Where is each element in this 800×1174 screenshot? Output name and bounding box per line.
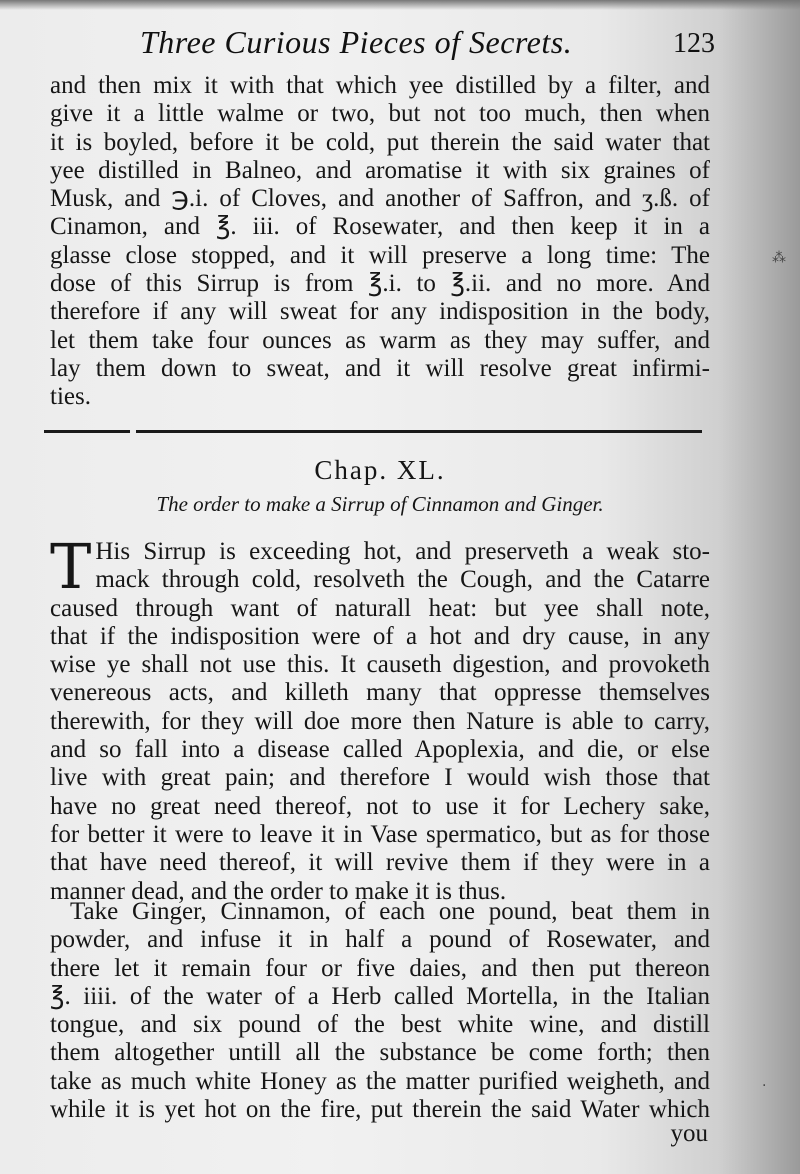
text-line: Cinamon, and ℥. iii. of Rosewater, and then keep it in a [50,213,710,241]
page-number: 123 [673,28,715,59]
text-line: for better it were to leave it in Vase spermatico, but as for those [50,820,710,848]
text-line: while it is yet hot on the fire, put therein the said Water which [50,1096,710,1124]
text-line: Take Ginger, Cinnamon, of each one pound, beat them in [70,898,710,925]
paragraph-three [50,898,710,1124]
drop-cap: T [50,530,92,603]
text-line: that have need thereof, it will revive them if they were in a [50,849,710,877]
text-line: manner dead, and the order to make it is thus. [50,877,507,905]
running-title: Three Curious Pieces of Secrets. [140,24,573,60]
text-line: mack through cold, resolveth the Cough, and the Catarre [95,566,710,594]
ink-speck: ⁂ [772,250,786,266]
text-line: dose of this Sirrup is from ℥.i. to ℥.ii. and no more. And [50,270,710,298]
paragraph-two [50,530,710,906]
chapter-subtitle: The order to make a Sirrup of Cinnamon and Ginger. [156,492,604,516]
text-line: powder, and infuse it in half a pound of Rosewater, and [50,926,710,954]
text-line: ties. [50,383,91,411]
text-line: venereous acts, and killeth many that oppresse themselves [50,679,710,707]
text-line: them altogether untill all the substance be come forth; then [50,1039,710,1067]
text-line: give it a little walme or two, but not too much, then when [50,100,710,128]
text-line: lay them down to sweat, and it will resolve great infirmi- [50,354,710,382]
text-line: there let it remain four or five daies, and then put thereon [50,954,710,982]
text-line: therewith, for they will doe more then Nature is able to carry, [50,707,710,735]
text-line: and then mix it with that which yee distilled by a filter, and [50,72,710,99]
text-line: Musk, and ℈.i. of Cloves, and another of Saffron, and ʒ.ß. of [50,185,710,213]
text-line: tongue, and six pound of the best white wine, and distill [50,1011,710,1039]
text-line: have no great need thereof, not to use it for Lechery sake, [50,792,710,820]
text-line: let them take four ounces as warm as they may suffer, and [50,326,710,354]
text-line: it is boyled, before it be cold, put therein the said water that [50,128,710,156]
paragraph-one [50,72,710,412]
text-line: live with great pain; and therefore I would wish those that [50,764,710,792]
text-line: that if the indisposition were of a hot and dry cause, in any [50,622,710,650]
ink-speck: · [762,1078,767,1094]
section-divider [44,430,702,433]
text-line: yee distilled in Balneo, and aromatise it with six graines of [50,156,710,184]
text-line: ℥. iiii. of the water of a Herb called Mortella, in the Italian [50,982,710,1010]
catchword: you [670,1120,708,1147]
chapter-heading: Chap. XL. [314,455,446,485]
text-line: caused through want of naturall heat: but yee shall note, [50,594,710,622]
text-line: and so fall into a disease called Apoplexia, and die, or else [50,736,710,764]
text-line: His Sirrup is exceeding hot, and preserveth a weak sto- [95,538,710,565]
text-line: wise ye shall not use this. It causeth digestion, and provoketh [50,651,710,679]
text-line: therefore if any will sweat for any indisposition in the body, [50,298,710,326]
running-head [50,24,715,68]
text-line: take as much white Honey as the matter purified weigheth, and [50,1067,710,1095]
text-line: glasse close stopped, and it will preserve a long time: The [50,241,710,269]
